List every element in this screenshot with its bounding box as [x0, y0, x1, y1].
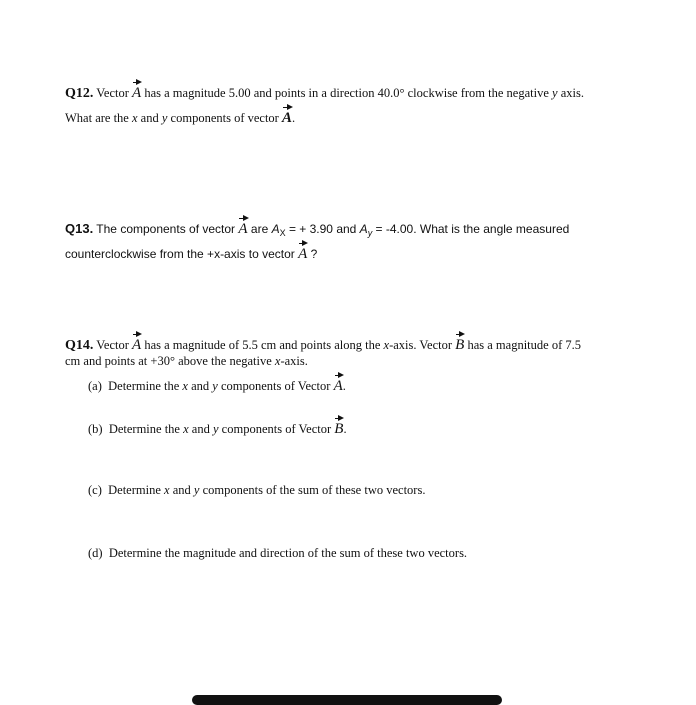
y-variable: y: [193, 483, 200, 497]
y-variable: y: [552, 86, 558, 100]
part-a-text: and: [187, 379, 213, 393]
vector-a-symbol: A: [282, 107, 292, 125]
vector-a-symbol: A: [298, 243, 307, 261]
part-c-text: Determine: [108, 483, 165, 497]
part-b-text: and: [188, 422, 213, 436]
q13-text: ?: [307, 247, 318, 261]
part-b-text: .: [343, 422, 347, 436]
q14-text: Vector: [93, 338, 133, 352]
vector-b-symbol: B: [334, 418, 343, 436]
x-variable: x: [383, 338, 390, 352]
q14-text: cm and points at +30° above the negative: [65, 354, 275, 368]
q12-line-1: [65, 82, 584, 102]
q14-part-d: [88, 545, 467, 561]
q12-text: and: [137, 111, 162, 125]
q13-number: Q13.: [65, 221, 94, 236]
x-variable: x: [164, 483, 170, 497]
y-variable: y: [212, 422, 219, 436]
part-c-label: (c): [88, 483, 102, 497]
q14-text: -axis.: [280, 354, 308, 368]
vector-a-symbol: A: [132, 334, 141, 352]
q14-text: -axis. Vector: [389, 338, 456, 352]
q12-number: Q12.: [65, 86, 94, 101]
part-c-text: components of the sum of these two vectors.: [199, 483, 426, 497]
q12-line-2: [65, 107, 295, 126]
y-variable: y: [161, 111, 168, 125]
q14-text: has a magnitude of 7.5: [464, 338, 581, 352]
q14-part-a: [88, 375, 346, 394]
y-variable: y: [212, 379, 218, 393]
q13-text: The components of vector: [93, 222, 239, 236]
ax-variable: A: [271, 222, 280, 236]
part-a-text: components of Vector: [217, 379, 334, 393]
q13-line-1: [65, 218, 569, 241]
q13-text: counterclockwise from the +x-axis to vector: [65, 247, 299, 261]
part-b-label: (b): [88, 422, 103, 436]
part-d-text: Determine the magnitude and direction of the sum of these two vectors.: [108, 546, 468, 560]
ax-subscript: X: [279, 228, 286, 238]
q12-text: has a magnitude 5.00 and points in a direction 40.0° clockwise from the negative: [141, 86, 553, 100]
vector-b-symbol: B: [455, 334, 464, 352]
q14-text: has a magnitude of 5.5 cm and points along the: [141, 338, 384, 352]
part-c-text: and: [169, 483, 194, 497]
q12-text: axis.: [557, 86, 584, 100]
q12-text: .: [292, 111, 296, 125]
q14-part-c: [88, 482, 425, 498]
x-variable: x: [183, 422, 189, 436]
q12-text: Vector: [93, 86, 133, 100]
q13-line-2: [65, 243, 317, 262]
part-b-text: Determine the: [108, 422, 184, 436]
q13-text: = + 3.90 and: [285, 222, 360, 236]
ay-subscript: y: [367, 228, 373, 238]
q14-part-b: [88, 418, 347, 437]
part-a-text: Determine the: [108, 379, 183, 393]
q14-line-1: [65, 334, 581, 354]
part-a-text: .: [342, 379, 346, 393]
q12-text: What are the: [65, 111, 132, 125]
vector-a-symbol: A: [334, 375, 343, 393]
q14-line-2: [65, 353, 308, 369]
q14-number: Q14.: [65, 338, 94, 353]
q13-text: = -4.00. What is the angle measured: [372, 222, 570, 236]
bottom-bar: [192, 695, 502, 705]
x-variable: x: [274, 354, 281, 368]
q13-text: are: [247, 222, 272, 236]
q12-text: components of vector: [167, 111, 282, 125]
x-variable: x: [182, 379, 188, 393]
part-a-label: (a): [88, 379, 102, 393]
vector-a-symbol: A: [238, 218, 247, 236]
part-b-text: components of Vector: [218, 422, 335, 436]
x-variable: x: [131, 111, 138, 125]
vector-a-symbol: A: [132, 82, 141, 100]
ay-variable: A: [359, 222, 368, 236]
part-d-label: (d): [88, 546, 103, 560]
